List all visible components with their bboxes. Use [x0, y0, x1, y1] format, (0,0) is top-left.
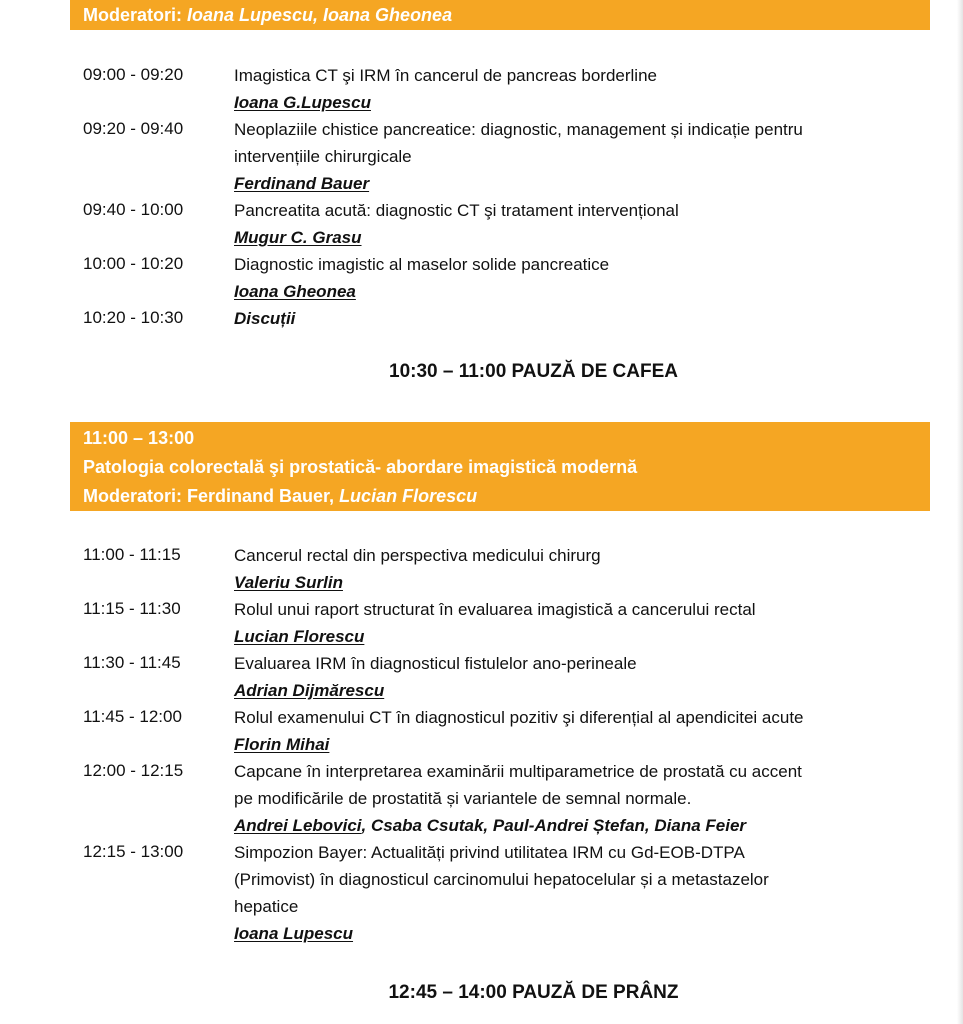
- talk-time: 11:30 - 11:45: [83, 653, 181, 672]
- talk-speaker: Ioana G.Lupescu: [234, 93, 371, 112]
- talk-title: Diagnostic imagistic al maselor solide pancreatice: [234, 255, 610, 274]
- talk-time: 12:15 - 13:00: [83, 842, 184, 861]
- talk-time: 09:40 - 10:00: [83, 200, 184, 219]
- discussion-label: Discuții: [234, 309, 296, 328]
- session2-moderators-label: Moderatori: Ferdinand Bauer,: [83, 486, 335, 506]
- talk-time: 09:20 - 09:40: [83, 119, 184, 138]
- talk-title: Pancreatita acută: diagnostic CT şi tratament intervențional: [234, 201, 679, 220]
- talk-speaker: Florin Mihai: [234, 735, 330, 754]
- talk-title: Capcane în interpretarea examinării multiparametrice de prostată cu accent: [234, 762, 802, 781]
- talk-time: 12:00 - 12:15: [83, 761, 184, 780]
- talk-speaker: Ferdinand Bauer: [234, 174, 370, 193]
- session1-moderators-band: [70, 0, 930, 30]
- talk-title-cont: pe modificările de prostatită și variantele de semnal normale.: [234, 789, 692, 808]
- talk-title: Cancerul rectal din perspectiva medicului chirurg: [234, 546, 601, 565]
- talk-time: 11:00 - 11:15: [83, 545, 181, 564]
- talk-title: Simpozion Bayer: Actualități privind utilitatea IRM cu Gd-EOB-DTPA: [234, 843, 745, 862]
- talk-title: Rolul examenului CT în diagnosticul pozitiv şi diferențial al apendicitei acute: [234, 708, 804, 727]
- talk-time: 11:45 - 12:00: [83, 707, 182, 726]
- talk-title: Rolul unui raport structurat în evaluarea imagistică a cancerului rectal: [234, 600, 756, 619]
- coffee-break-heading: 10:30 – 11:00 PAUZĂ DE CAFEA: [389, 361, 678, 382]
- talk-title: Evaluarea IRM în diagnosticul fistulelor ano-perineale: [234, 654, 637, 673]
- session2-title: Patologia colorectală şi prostatică- abordare imagistică modernă: [83, 457, 638, 477]
- page-edge: [957, 0, 963, 1024]
- talk-title: Neoplaziile chistice pancreatice: diagnostic, management și indicație pentru: [234, 120, 803, 139]
- talk-time: 09:00 - 09:20: [83, 65, 184, 84]
- session2-moderators-italic: Lucian Florescu: [339, 486, 478, 506]
- talk-speaker-others: , Csaba Csutak, Paul-Andrei Ștefan, Diana Feier: [361, 816, 747, 835]
- talk-time: 10:00 - 10:20: [83, 254, 184, 273]
- talk-speaker: Lucian Florescu: [234, 627, 365, 646]
- talk-speaker: Valeriu Surlin: [234, 573, 343, 592]
- talk-title-cont: intervențiile chirurgicale: [234, 147, 412, 166]
- talk-speaker: Adrian Dijmărescu: [234, 681, 385, 700]
- talk-speaker: Ioana Gheonea: [234, 282, 356, 301]
- moderators-names: Ioana Lupescu, Ioana Gheonea: [187, 5, 453, 25]
- session2-header-band: [70, 422, 930, 511]
- lunch-break-heading: 12:45 – 14:00 PAUZĂ DE PRÂNZ: [388, 982, 679, 1003]
- talk-speaker: Mugur C. Grasu: [234, 228, 362, 247]
- talk-time: 11:15 - 11:30: [83, 599, 181, 618]
- moderators-label: Moderatori:: [83, 5, 182, 25]
- talk-title: Imagistica CT şi IRM în cancerul de pancreas borderline: [234, 66, 657, 85]
- talk-title-cont: (Primovist) în diagnosticul carcinomului hepatocelular și a metastazelor: [234, 870, 769, 889]
- talk-speaker: Andrei Lebovici: [234, 816, 362, 835]
- talk-speaker: Ioana Lupescu: [234, 924, 354, 943]
- talk-title-cont: hepatice: [234, 897, 299, 916]
- session2-time: 11:00 – 13:00: [83, 428, 195, 448]
- talk-time: 10:20 - 10:30: [83, 308, 184, 327]
